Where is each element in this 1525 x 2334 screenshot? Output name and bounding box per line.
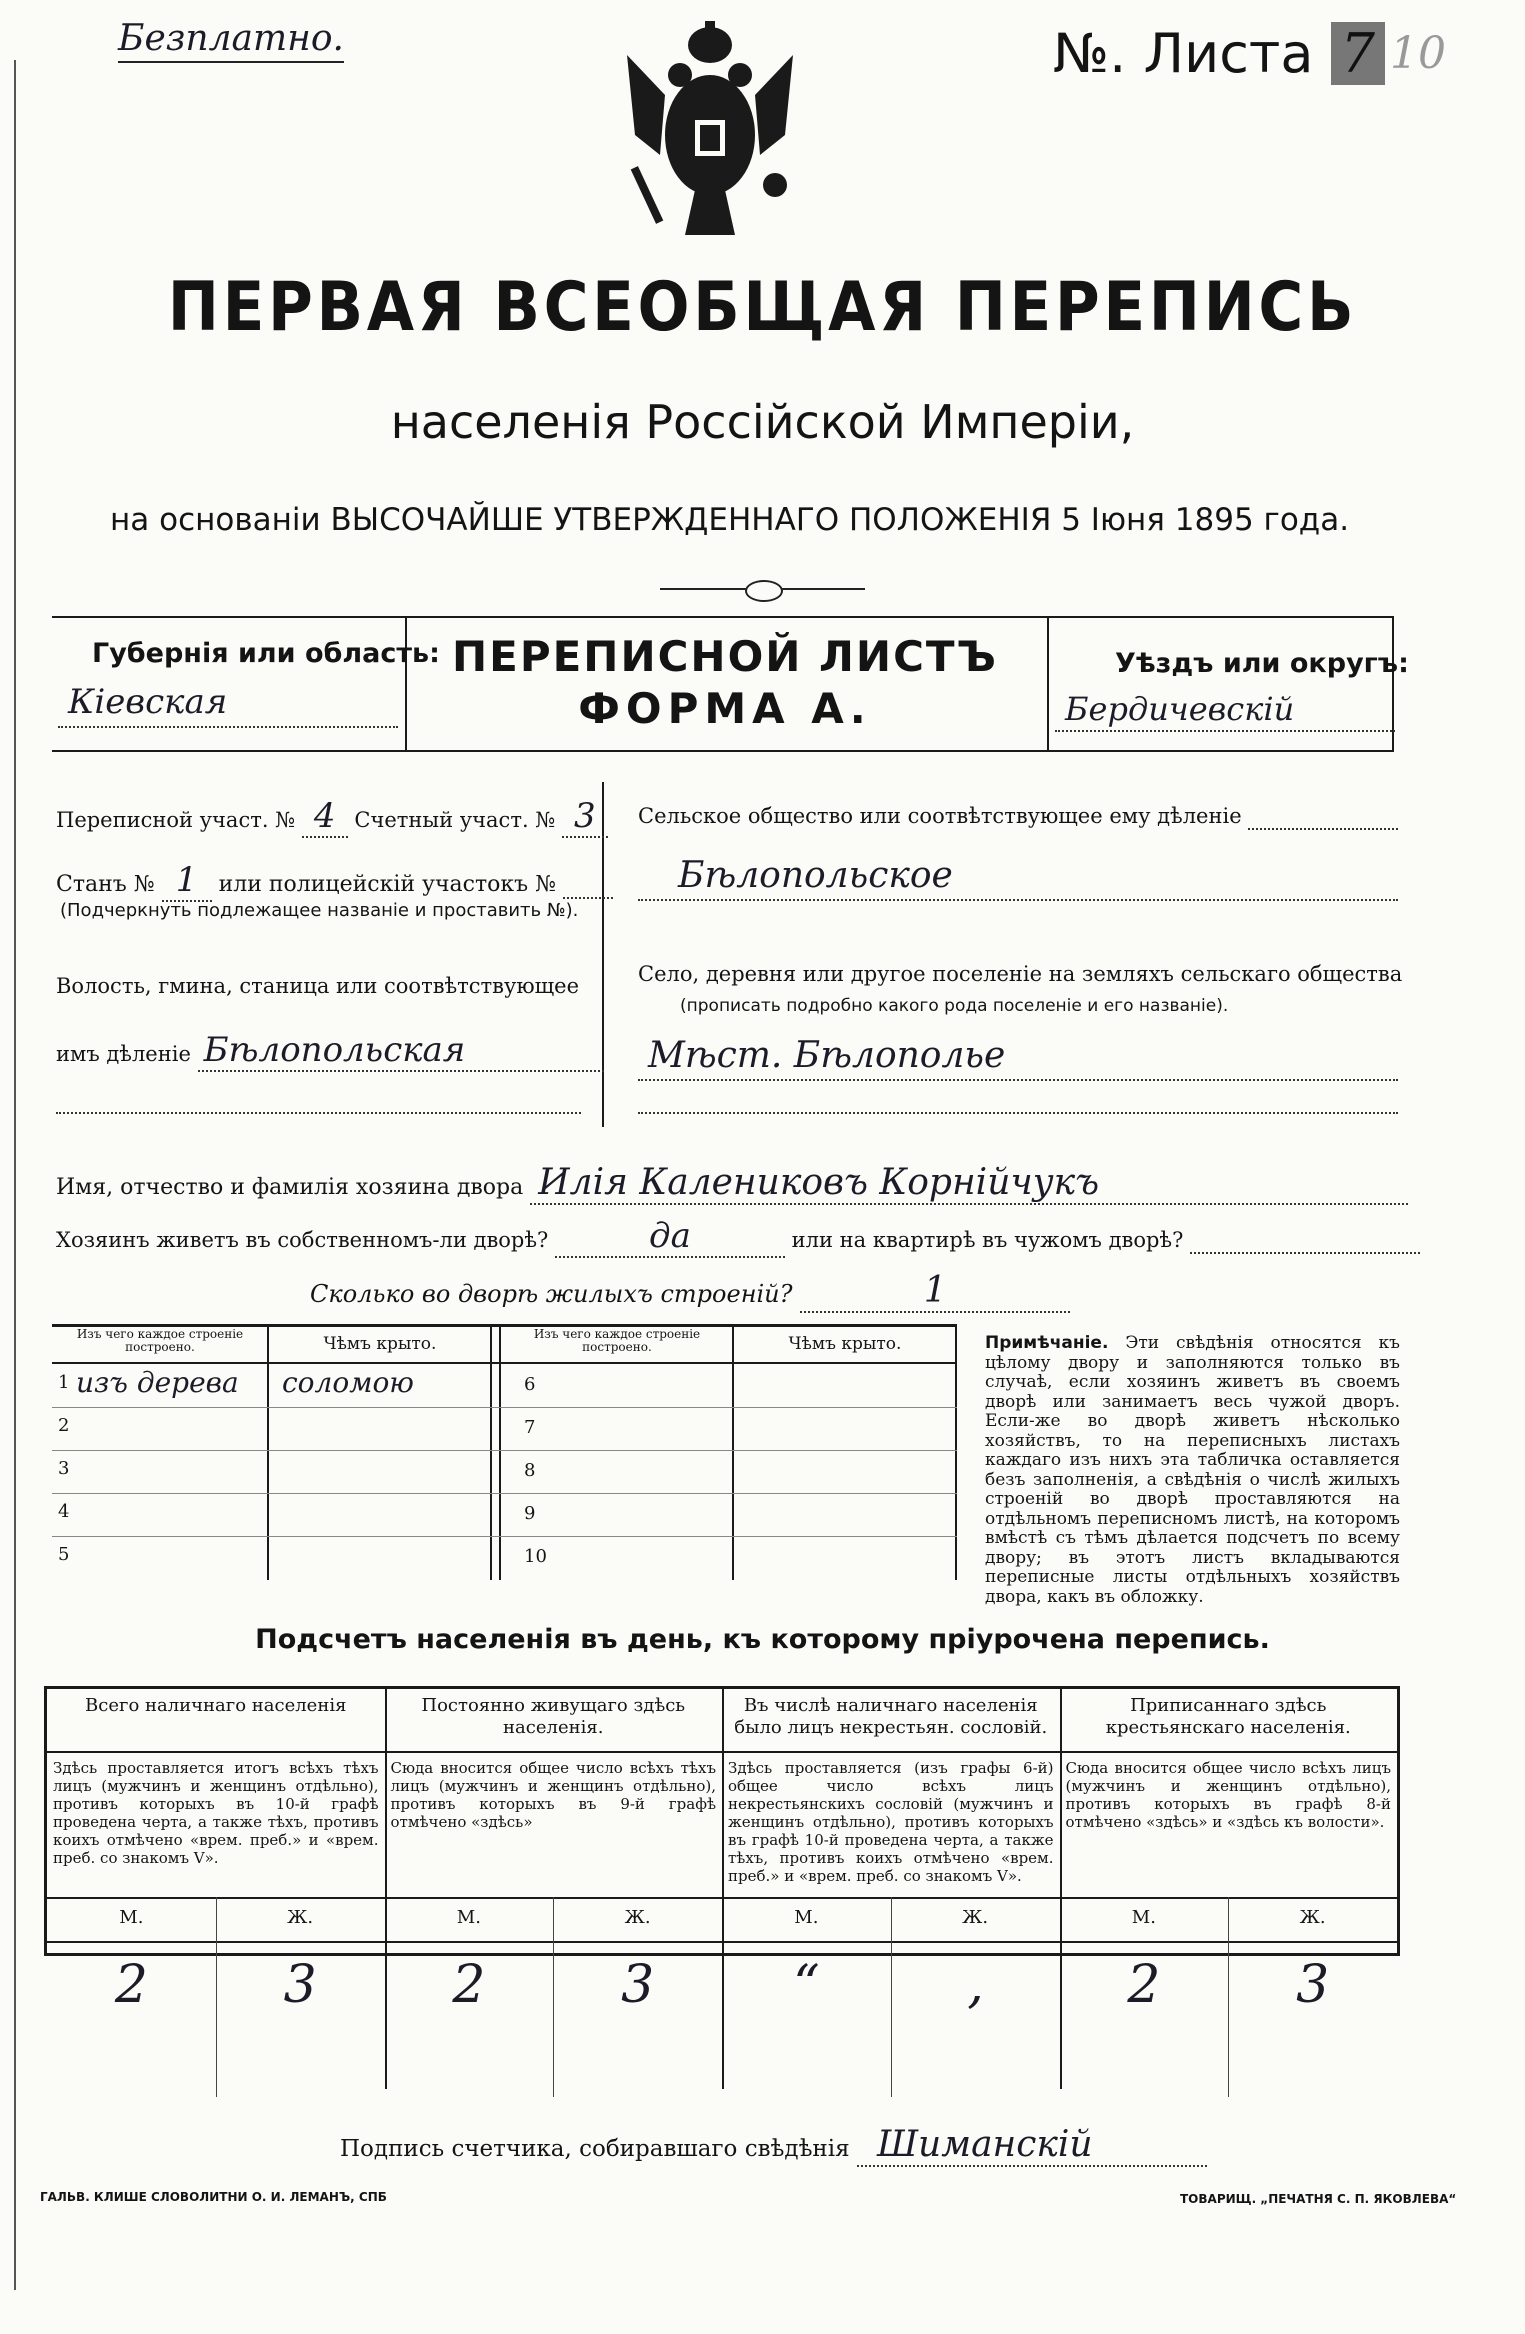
village-note: (прописать подробно какого рода поселеніе и его названіе). (680, 996, 1229, 1016)
owner-name-label: Имя, отчество и фамилія хозяина двора (56, 1175, 524, 1200)
signature-row (340, 2124, 1207, 2167)
building-row-number: 6 (524, 1374, 536, 1395)
page-title: ПЕРВАЯ ВСЕОБЩАЯ ПЕРЕПИСЬ (167, 268, 1358, 347)
population-zh-value: 3 (283, 1955, 317, 2015)
population-zh-value: 3 (621, 1955, 655, 2015)
signature-value: Шиманскій (857, 2124, 1207, 2167)
buildings-count-label: Сколько во дворѣ жилыхъ строеній? (310, 1280, 793, 1308)
building-row-number: 5 (58, 1544, 70, 1565)
note-title: Примѣчаніе. (985, 1333, 1109, 1353)
stan-value: 1 (162, 860, 212, 902)
building-material-value: изъ дерева (76, 1366, 239, 1399)
census-area-label: Переписной участ. № (56, 808, 296, 832)
own-yard-row (56, 1216, 1420, 1258)
binding-margin-line (14, 60, 16, 2290)
volost-row (56, 1030, 604, 1072)
society-field (638, 855, 1398, 901)
population-m-label: М. (1131, 1907, 1156, 1928)
sheet-extra-number: 10 (1390, 28, 1446, 79)
page-subtitle: населенія Россійской Имперіи, (390, 395, 1135, 449)
building-roof-header-right: Чѣмъ крыто. (788, 1334, 902, 1354)
signature-label: Подпись счетчика, собиравшаго свѣдѣнія (340, 2136, 850, 2162)
village-value: Мѣст. Бѣлополье (648, 1035, 1006, 1076)
population-m-value: “ (793, 1955, 820, 2015)
population-col-desc: Здѣсь проставляется итогъ всѣхъ тѣхъ лицъ (мужчинъ и женщинъ отдѣльно), противъ которыхъ въ 10-й графѣ проведена черта, а также тѣхъ, противъ коихъ отмѣчено «врем. преб.» и «врем. преб. со знакомъ V». (53, 1759, 379, 1867)
building-material-header-right: Изъ чего каждое строеніе построено. (533, 1327, 701, 1354)
population-zh-label: Ж. (1299, 1907, 1326, 1928)
printer-left: ГАЛЬВ. КЛИШЕ СЛОВОЛИТНИ О. И. ЛЕМАНЪ, СПБ (40, 2190, 387, 2204)
population-table (44, 1686, 1400, 2015)
rent-label: или на квартирѣ въ чужомъ дворѣ? (791, 1228, 1184, 1252)
population-col-desc: Сюда вносится общее число всѣхъ лицъ (мужчинъ и женщинъ отдѣльно), противъ которыхъ въ графѣ 8-й отмѣчено «здѣсь» и «здѣсь къ волости». (1065, 1759, 1391, 1831)
guberniya-label: Губернія или область: (92, 638, 440, 669)
printer-right: ТОВАРИЩ. „ПЕЧАТНЯ С. П. ЯКОВЛЕВА“ (1180, 2192, 1457, 2206)
building-material-header-left: Изъ чего каждое строеніе построено. (76, 1327, 244, 1354)
guberniya-value: Кіевская (68, 682, 228, 722)
population-col-desc: Здѣсь проставляется (изъ графы 6-й) общее число всѣхъ лицъ некрестьянскихъ сословій (мужчинъ и женщинъ отдѣльно), противъ которыхъ въ графѣ 10-й проведена черта, а также тѣхъ, противъ коихъ отмѣчено «врем. преб.» и «врем. преб. со знакомъ V». (728, 1759, 1054, 1885)
village-field (638, 1035, 1398, 1081)
sheet-number (1053, 22, 1385, 85)
count-area-label: Счетный участ. № (354, 808, 556, 832)
note-text: Эти свѣдѣнія относятся къ цѣлому двору и заполняются только въ случаѣ, если хозяинъ живетъ въ своемъ дворѣ или занимаетъ весь чужой дворъ. Если-же во дворѣ живетъ нѣсколько хозяйствъ, то на переписныхъ листахъ каждаго изъ нихъ эта табличка оставляется безъ заполненія, а свѣдѣнія о числѣ жилыхъ строеній во дворѣ проставляются на отдѣльномъ переписномъ листѣ, на которомъ вмѣстѣ съ тѣмъ дѣлается подсчетъ по всему двору; въ этотъ листъ вкладываются переписные листы отдѣльныхъ хозяйствъ двора, какъ въ обложку. (985, 1333, 1400, 1607)
stan-label: Станъ № (56, 872, 155, 897)
building-row-number: 9 (524, 1503, 536, 1524)
uezd-label: Уѣздъ или округъ: (1115, 648, 1409, 679)
population-zh-value: 3 (1296, 1955, 1330, 2015)
buildings-count-row (310, 1270, 1070, 1313)
population-col-title: Всего наличнаго населенія (85, 1695, 347, 1716)
stan-row (56, 860, 613, 902)
building-row-number: 3 (58, 1458, 70, 1479)
volost-value: Бѣлопольская (198, 1030, 604, 1072)
census-area-value: 4 (302, 796, 348, 838)
population-m-value: 2 (452, 1955, 486, 2015)
volost-label: Волость, гмина, станица или соотвѣтствующее (56, 974, 580, 998)
population-col-title: Въ числѣ наличнаго населенія было лицъ некрестьян. сословій. (734, 1695, 1048, 1738)
own-yard-label: Хозяинъ живетъ въ собственномъ-ли дворѣ? (56, 1228, 549, 1252)
buildings-count-value: 1 (800, 1270, 1070, 1313)
guberniya-field (58, 682, 398, 728)
population-zh-value: ‚ (966, 1955, 984, 2015)
own-yard-value: да (555, 1216, 785, 1258)
population-col-title: Постоянно живущаго здѣсь населенія. (421, 1695, 686, 1738)
census-area-row (56, 796, 608, 838)
population-col-desc: Сюда вносится общее число всѣхъ тѣхъ лицъ (мужчинъ и женщинъ отдѣльно), противъ которыхъ въ 9-й графѣ отмѣчено «здѣсь» (390, 1759, 716, 1831)
police-label: или полицейскій участокъ № (218, 872, 556, 897)
building-row-number: 2 (58, 1415, 70, 1436)
legal-basis: на основаніи ВЫСОЧАЙШЕ УТВЕРЖДЕННАГО ПОЛОЖЕНІЯ 5 Іюня 1895 года. (110, 502, 1350, 538)
owner-name-row (56, 1162, 1408, 1205)
society-label: Сельское общество или соотвѣтствующее ему дѣленіе (638, 804, 1242, 828)
imperial-eagle-emblem (625, 15, 795, 250)
uezd-value: Бердичевскій (1065, 690, 1295, 728)
population-m-value: 2 (1127, 1955, 1161, 2015)
population-m-value: 2 (114, 1955, 148, 2015)
owner-name-value: Илія Калениковъ Корнійчукъ (530, 1162, 1408, 1205)
sheet-number-value: 7 (1331, 22, 1385, 85)
uezd-field (1055, 690, 1395, 732)
count-area-value: 3 (562, 796, 608, 838)
sheet-title: ПЕРЕПИСНОЙ ЛИСТЪ (451, 632, 999, 681)
village-extra-line (638, 1112, 1398, 1114)
volost-label-2: имъ дѣленіе (56, 1042, 191, 1066)
building-row-number: 10 (524, 1546, 547, 1567)
society-value: Бѣлопольское (678, 855, 953, 896)
population-heading: Подсчетъ населенія въ день, къ которому пріурочена перепись. (255, 1624, 1270, 1655)
population-m-label: М. (456, 1907, 481, 1928)
form-title: ФОРМА А. (578, 684, 872, 733)
building-row-number: 8 (524, 1460, 536, 1481)
sheet-number-label: №. Листа (1053, 22, 1314, 85)
building-row-number: 1 (58, 1372, 70, 1393)
buildings-table (52, 1324, 957, 1580)
population-zh-label: Ж. (962, 1907, 989, 1928)
population-zh-label: Ж. (287, 1907, 314, 1928)
society-row (638, 804, 1398, 830)
volost-extra-line (56, 1112, 581, 1114)
building-roof-header-left: Чѣмъ крыто. (323, 1334, 437, 1354)
population-zh-label: Ж. (624, 1907, 651, 1928)
population-m-label: М. (794, 1907, 819, 1928)
population-col-title: Приписаннаго здѣсь крестьянскаго населенія. (1105, 1695, 1351, 1738)
free-label: Безплатно. (118, 18, 344, 63)
building-row-number: 4 (58, 1501, 70, 1522)
building-roof-value: соломою (282, 1366, 414, 1399)
building-row-number: 7 (524, 1417, 536, 1438)
underline-note: (Подчеркнуть подлежащее названіе и проставить №). (60, 900, 579, 921)
village-label: Село, деревня или другое поселеніе на земляхъ сельскаго общества (638, 962, 1403, 986)
population-m-label: М. (119, 1907, 144, 1928)
ornament-divider (660, 578, 865, 600)
note-block (985, 1334, 1400, 1607)
